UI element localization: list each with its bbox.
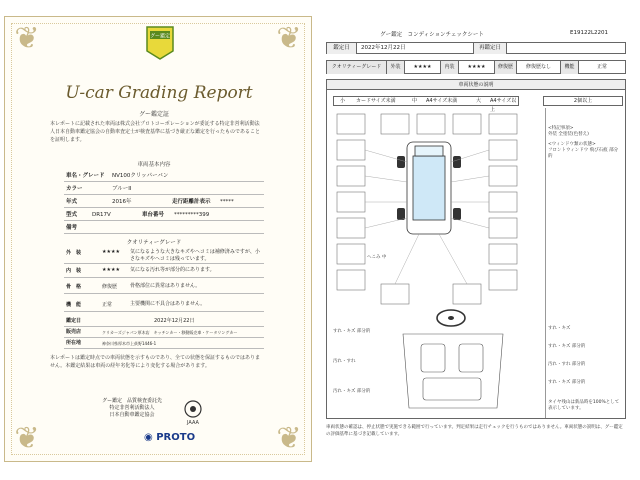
part-box: [489, 166, 517, 186]
quality-row: [64, 298, 264, 312]
quality-row: [64, 246, 264, 264]
jaaa-logo-icon: [178, 398, 208, 428]
quality-label: 外 装: [66, 250, 82, 256]
quality-desc: 骨格部位に異常はありません。: [130, 283, 201, 289]
part-box: [489, 140, 517, 160]
condition-heading: 車両状態の説明: [327, 80, 625, 90]
row-value: *****: [220, 199, 234, 205]
tire-icon: [453, 208, 461, 220]
function-value: 正常: [596, 64, 607, 70]
row-value: NV100クリッパーバン: [112, 173, 169, 179]
quality-desc: 気になる汚れ等が部分的にあります。: [130, 267, 215, 273]
row-label: 車名・グレード: [66, 173, 105, 179]
quality-row: [64, 264, 264, 278]
quality-stars: 正常: [102, 302, 113, 308]
vehicle-row: [64, 222, 264, 234]
certificate-title: U-car Grading Report: [65, 83, 253, 103]
interior-note: 汚れ・キズ 部分的: [333, 389, 371, 394]
part-box: [489, 192, 517, 212]
part-box: [381, 284, 409, 304]
part-box: [337, 192, 365, 212]
quality-label: 内 装: [66, 268, 82, 274]
date-label: 鑑定日: [327, 43, 357, 54]
part-box: [489, 270, 517, 290]
sheet-id: E19122L2201: [570, 30, 609, 36]
part-box: [453, 284, 481, 304]
part-box: [417, 114, 445, 134]
tire-note: タイヤ残山は新品時を100%として表示しています。: [548, 400, 620, 411]
jaaa-label: JAAA: [187, 420, 199, 426]
ornament-icon: ❦: [14, 421, 40, 456]
interior-label: 内装: [441, 61, 459, 74]
legend-item: 小: [340, 98, 346, 104]
certificate-intro: 本レポートに記載された車両は株式会社プロトコーポレーションが委託する特定非営利活動法人日本自動車鑑定協会の自動車査定士が検査基準に基づき厳正な鑑定を行ったものであることを証明します。: [50, 121, 261, 143]
row-label: 型式: [66, 212, 78, 218]
row-value: 2016年: [112, 199, 132, 205]
quality-heading: クオリティーグレード: [126, 240, 182, 246]
certificate-note: 本レポートは鑑定時点での車両状態を示すものであり、全ての状態を保証するものではありません。本鑑定結果は車両の経年劣化等により変化する場合があります。: [50, 355, 261, 369]
quality-row: [64, 280, 264, 294]
part-box: [337, 166, 365, 186]
quality-label: 機 能: [66, 302, 82, 308]
quality-label: 骨 格: [66, 284, 82, 290]
side-notes: [545, 108, 623, 418]
info-label: 販売店: [66, 329, 82, 335]
signature-line: 日本自動車鑑定協会: [109, 412, 155, 418]
info-label: 所在地: [66, 340, 82, 346]
proto-mark-icon: ◉: [144, 432, 153, 443]
interior-note: 汚れ・すれ: [333, 359, 356, 364]
recheck-value: [511, 43, 611, 54]
interior-note: 汚れ・すれ 部分的: [548, 362, 586, 367]
date-value: 2022年12月22日: [361, 45, 406, 51]
legend-item: 中: [412, 98, 418, 104]
repair-label: 修復歴: [495, 61, 517, 74]
steering-wheel-icon: [437, 310, 465, 326]
vehicle-row: [64, 170, 264, 182]
vehicle-heading: 車両基本内容: [137, 162, 171, 168]
row-label: 備考: [66, 225, 78, 231]
car-body-outline: [407, 142, 451, 234]
info-row: [64, 327, 264, 338]
row-value: DR17V: [92, 212, 111, 218]
interior-note: すれ・キズ 部分的: [548, 380, 586, 385]
row-label: カラー: [66, 186, 83, 192]
tire-icon: [397, 208, 405, 220]
row-label: 車台番号: [142, 212, 165, 218]
grade-label: クオリティーグレード: [327, 61, 387, 74]
row-value: ブルーII: [112, 186, 132, 192]
interior-note: すれ・キズ 部分的: [548, 344, 586, 349]
info-row: [64, 316, 264, 327]
row-label: 年式: [66, 199, 78, 205]
signature-line: 特定非営利活動法人: [109, 405, 155, 411]
part-box: [337, 270, 365, 290]
exterior-value: ★★★★: [405, 61, 441, 74]
ornament-icon: ❦: [276, 421, 302, 456]
info-value: クリカーズジャパン厚木店 キッチンカー・移動販売車・ケータリングカー: [102, 330, 238, 335]
part-box: [337, 140, 365, 160]
interior-note: すれ・キズ 部分的: [333, 329, 371, 334]
side-note: <特記事項>: [548, 126, 574, 131]
exterior-label: 外装: [387, 61, 405, 74]
info-value: 神奈川県厚木市上荻野1446-1: [102, 341, 157, 346]
legend-item: 大: [476, 98, 482, 104]
part-box: [489, 244, 517, 264]
vehicle-row: [64, 196, 264, 208]
sheet-footer: 車両状態の確認は、停止状態で実施できる範囲で行っています。判定結果は走行チェックを行うものではありません。車両状態の説明は、グー鑑定の評価基準に基づき記載しています。: [326, 425, 623, 437]
part-box: [453, 114, 481, 134]
part-box: [381, 114, 409, 134]
badge-text: グー鑑定: [149, 33, 171, 40]
part-box: [337, 244, 365, 264]
issuer-signature: [92, 398, 172, 419]
row-value: *********399: [174, 212, 210, 218]
part-box: [337, 114, 365, 134]
vehicle-row: [64, 183, 264, 195]
vehicle-row: [64, 209, 264, 221]
sheet-header-table: [326, 42, 626, 54]
part-box: [489, 114, 517, 134]
vehicle-condition-box: [326, 79, 626, 419]
quality-stars: ★★★★: [102, 267, 120, 273]
part-box: [489, 218, 517, 238]
signature-line: グー鑑定 品質検査委託先: [101, 398, 162, 404]
part-box: [337, 218, 365, 238]
vehicle-diagram: [327, 108, 527, 418]
info-row: [64, 338, 264, 349]
proto-logo-text: PROTO: [156, 432, 196, 443]
interior-value: ★★★★: [459, 61, 495, 74]
legend-item: カードサイズ未満: [356, 98, 396, 104]
grade-table: [326, 60, 626, 74]
interior-seat-diagram: [403, 334, 503, 408]
quality-stars: ★★★★: [102, 249, 120, 255]
ornament-icon: ❦: [276, 21, 302, 56]
interior-note: すれ・キズ: [548, 326, 571, 331]
quality-stars: 修復歴: [102, 284, 118, 290]
info-label: 鑑定日: [66, 318, 82, 324]
recheck-label: 再鑑定日: [473, 43, 507, 54]
quality-desc: 気になるような大きなキズやヘコミは補修済みですが、小さなキズやヘコミは残っています。: [130, 249, 260, 262]
tire-icon: [453, 156, 461, 168]
row-label: 走行距離計表示: [172, 199, 211, 205]
sheet-title: グー鑑定 コンディションチェックシート: [380, 32, 484, 38]
certificate-subtitle: グー鑑定証: [138, 111, 169, 118]
side-note: フロントウィンドウ 飛び石痕 部分的: [548, 148, 619, 159]
legend-item: A4サイズ以上: [490, 98, 517, 113]
legend-item: A4サイズ未満: [426, 98, 458, 104]
size-legend: [333, 96, 519, 113]
side-note: <ウィンドウ類の状態>: [548, 142, 596, 147]
side-note: 外装 全塗装(色替え): [548, 132, 589, 137]
ornament-icon: ❦: [14, 21, 40, 56]
tire-icon: [397, 156, 405, 168]
function-label: 機能: [561, 61, 579, 74]
repair-value: 修復歴なし: [517, 61, 561, 74]
legend-multiple: 2個以上: [543, 96, 623, 106]
goo-appraisal-badge-icon: [145, 25, 175, 61]
part-label-dent: へこみ 中: [367, 255, 387, 260]
info-value: 2022年12月22日: [154, 318, 195, 324]
proto-logo: [144, 432, 195, 443]
quality-desc: 主要機関に不具合はありません。: [130, 301, 206, 307]
